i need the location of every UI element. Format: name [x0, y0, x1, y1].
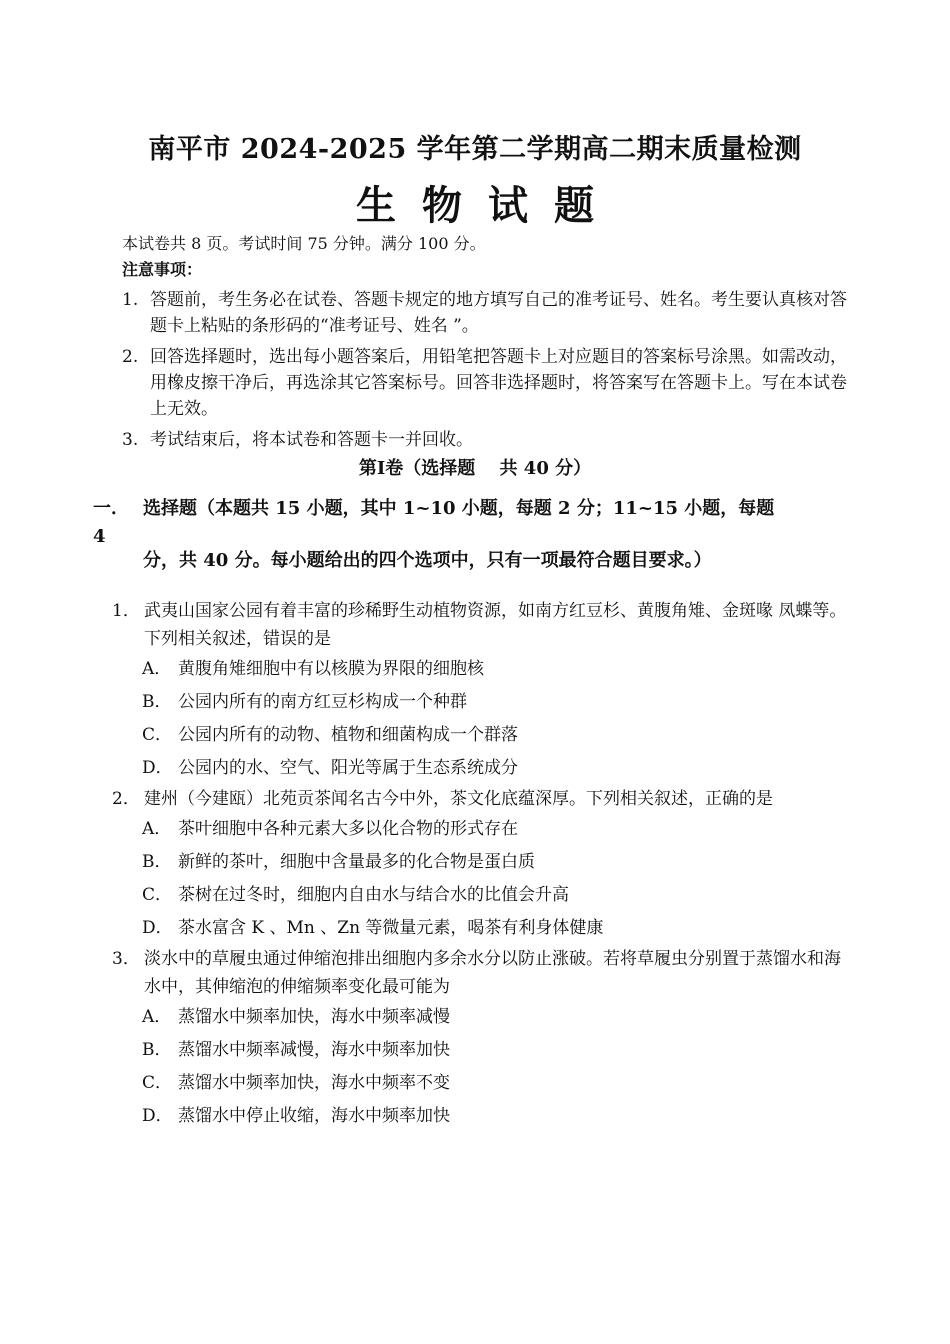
notice-item: [122, 344, 857, 422]
question: [112, 597, 857, 785]
option-text: 蒸馏水中停止收缩，海水中频率加快: [178, 1106, 450, 1126]
option-a: [112, 1001, 857, 1034]
question-stem: [112, 945, 857, 1001]
option-label: C．: [142, 1073, 173, 1093]
notice-item-text: 考试结束后，将本试卷和答题卡一并回收。: [150, 430, 473, 450]
question-text: 淡水中的草履虫通过伸缩泡排出细胞内多余水分以防止涨破。若将草履虫分别置于蒸馏水和海水中，其伸缩泡的伸缩频率变化最可能为: [144, 949, 841, 997]
option-b: [112, 846, 857, 879]
notice-item-number: 3.: [122, 430, 139, 450]
question-stem: [112, 597, 857, 653]
option-label: D．: [142, 1106, 173, 1126]
option-text: 新鲜的茶叶，细胞中含量最多的化合物是蛋白质: [178, 852, 535, 872]
option-text: 茶叶细胞中各种元素大多以化合物的形式存在: [178, 819, 518, 839]
option-c: [112, 1067, 857, 1100]
option-label: D．: [142, 758, 173, 778]
option-label: A．: [142, 659, 172, 679]
question-text: 建州（今建瓯）北苑贡茶闻名古今中外，茶文化底蕴深厚。下列相关叙述，正确的是: [144, 789, 773, 809]
option-text: 蒸馏水中频率减慢，海水中频率加快: [178, 1040, 450, 1060]
section-heading: 第Ⅰ卷（选择题 共 40 分）: [358, 458, 592, 479]
part-text-line-1: 选择题（本题共 15 小题，其中 1~10 小题，每题 2 分；11~15 小题，每题: [143, 498, 775, 519]
option-label: A．: [142, 1007, 172, 1027]
notice-list: [122, 287, 857, 458]
option-d: [112, 752, 857, 785]
option-c: [112, 879, 857, 912]
question-text: 武夷山国家公园有着丰富的珍稀野生动植物资源，如南方红豆杉、黄腹角雉、金斑喙 凤蝶等。下列相关叙述，错误的是: [144, 601, 847, 649]
option-text: 茶树在过冬时，细胞内自由水与结合水的比值会升高: [178, 885, 569, 905]
part-text-line-2: 分，共 40 分。每小题给出的四个选项中，只有一项最符合题目要求。）: [143, 550, 712, 571]
option-label: B．: [142, 692, 172, 712]
question-list: [112, 597, 857, 1133]
option-text: 蒸馏水中频率加快，海水中频率减慢: [178, 1007, 450, 1027]
question-stem: [112, 785, 857, 813]
option-text: 黄腹角雉细胞中有以核膜为界限的细胞核: [178, 659, 484, 679]
option-d: [112, 1100, 857, 1133]
option-d: [112, 912, 857, 945]
option-text: 茶水富含 K 、Mn 、Zn 等微量元素，喝茶有利身体健康: [178, 918, 604, 938]
notice-item: [122, 427, 857, 453]
notice-item-number: 1.: [122, 290, 139, 310]
exam-info: 本试卷共 8 页。考试时间 75 分钟。满分 100 分。: [122, 234, 486, 253]
option-label: B．: [142, 1040, 172, 1060]
option-b: [112, 1034, 857, 1067]
option-label: D．: [142, 918, 173, 938]
subject-title: 生物试题: [356, 182, 620, 229]
option-label: C．: [142, 885, 173, 905]
option-text: 蒸馏水中频率加快，海水中频率不变: [178, 1073, 450, 1093]
notice-item-text: 答题前，考生务必在试卷、答题卡规定的地方填写自己的准考证号、姓名。考生要认真核对答题卡上粘贴的条形码的“准考证号、姓名 ”。: [150, 290, 847, 336]
question: [112, 785, 857, 945]
notice-item: [122, 287, 857, 339]
option-text: 公园内的水、空气、阳光等属于生态系统成分: [178, 758, 518, 778]
notice-item-text: 回答选择题时，选出每小题答案后，用铅笔把答题卡上对应题目的答案标号涂黑。如需改动，用橡皮擦干净后，再选涂其它答案标号。回答非选择题时，将答案写在答题卡上。写在本试卷上无效。: [150, 347, 847, 419]
question: [112, 945, 857, 1133]
notice-item-number: 2.: [122, 347, 139, 367]
question-number: 3．: [112, 949, 140, 969]
option-text: 公园内所有的动物、植物和细菌构成一个群落: [178, 725, 518, 745]
question-number: 2．: [112, 789, 140, 809]
option-label: C．: [142, 725, 173, 745]
part-number: 一．4: [93, 498, 129, 547]
exam-title: 南平市 2024-2025 学年第二学期高二期末质量检测: [148, 134, 802, 165]
question-number: 1．: [112, 601, 140, 621]
option-a: [112, 813, 857, 846]
option-text: 公园内所有的南方红豆杉构成一个种群: [178, 692, 467, 712]
option-a: [112, 653, 857, 686]
option-c: [112, 719, 857, 752]
option-b: [112, 686, 857, 719]
option-label: A．: [142, 819, 172, 839]
notice-heading: 注意事项：: [122, 260, 203, 279]
option-label: B．: [142, 852, 172, 872]
